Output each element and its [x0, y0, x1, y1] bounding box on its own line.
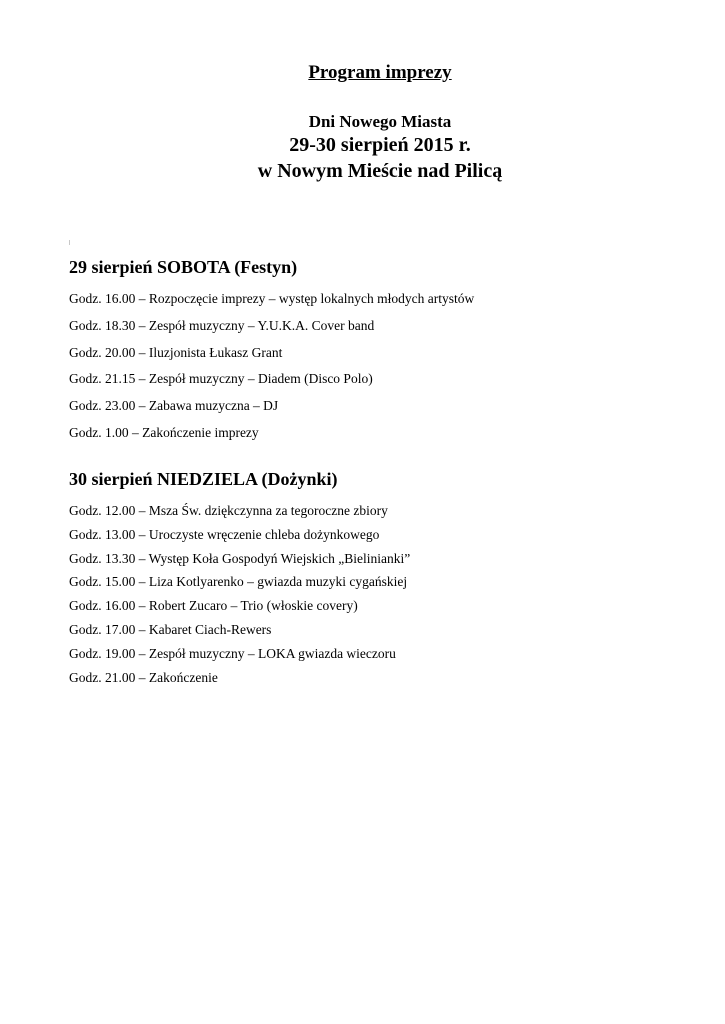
schedule-item: Godz. 21.15 – Zespół muzyczny – Diadem (Disco Polo)	[69, 371, 373, 387]
schedule-list-sunday	[69, 502, 410, 692]
schedule-item: Godz. 15.00 – Liza Kotlyarenko – gwiazda muzyki cygańskiej	[69, 574, 408, 590]
stray-mark	[69, 240, 70, 245]
schedule-item: Godz. 19.00 – Zespół muzyczny – LOKA gwiazda wieczoru	[69, 645, 396, 661]
day-heading-sunday: 30 sierpień NIEDZIELA (Dożynki)	[69, 469, 338, 489]
schedule-item: Godz. 16.00 – Rozpoczęcie imprezy – występ lokalnych młodych artystów	[69, 291, 475, 306]
event-place: w Nowym Mieście nad Pilicą	[257, 160, 503, 182]
event-dates: 29-30 sierpień 2015 r.	[289, 134, 471, 156]
schedule-item: Godz. 13.30 – Występ Koła Gospodyń Wiejskich „Bielinianki”	[69, 550, 411, 566]
schedule-item: Godz. 12.00 – Msza Św. dziękczynna za tegoroczne zbiory	[69, 503, 388, 518]
event-name: Dni Nowego Miasta	[308, 112, 452, 131]
schedule-item: Godz. 17.00 – Kabaret Ciach-Rewers	[69, 621, 272, 637]
day-heading-saturday: 29 sierpień SOBOTA (Festyn)	[69, 257, 298, 277]
schedule-item: Godz. 23.00 – Zabawa muzyczna – DJ	[69, 398, 279, 414]
document-title: Program imprezy	[308, 62, 452, 83]
schedule-item: Godz. 21.00 – Zakończenie	[69, 669, 218, 685]
schedule-item: Godz. 20.00 – Iluzjonista Łukasz Grant	[69, 344, 283, 360]
schedule-item: Godz. 13.00 – Uroczyste wręczenie chleba dożynkowego	[69, 526, 380, 542]
schedule-item: Godz. 1.00 – Zakończenie imprezy	[69, 424, 259, 440]
schedule-item: Godz. 16.00 – Robert Zucaro – Trio (włoskie covery)	[69, 598, 358, 614]
schedule-list-saturday	[69, 290, 474, 451]
schedule-item: Godz. 18.30 – Zespół muzyczny – Y.U.K.A. Cover band	[69, 317, 375, 333]
